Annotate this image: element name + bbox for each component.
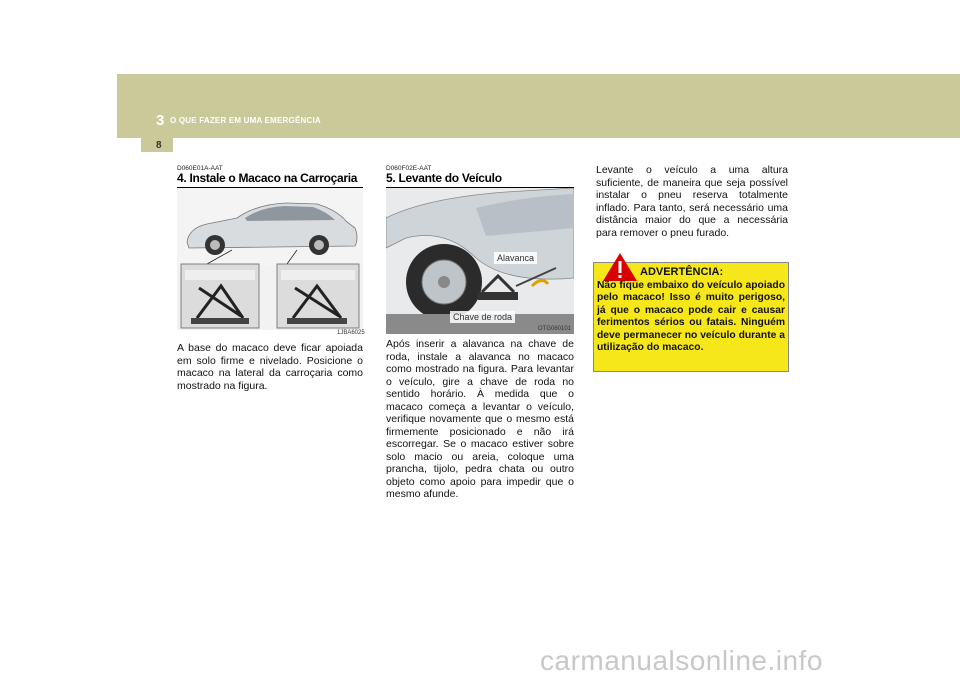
warning-title: ADVERTÊNCIA: (640, 266, 724, 278)
figure-code: 1JBA6025 (337, 330, 365, 336)
lever-callout: Alavanca (494, 252, 537, 264)
figure-code: OTG060101 (538, 326, 572, 332)
section-title: 4. Instale o Macaco na Carroçaria (177, 171, 358, 185)
watermark: carmanualsonline.info (540, 645, 823, 676)
chapter-number: 3 (156, 112, 165, 129)
section-code: D060F02E-AAT (386, 165, 432, 172)
warning-text: Não fique embaixo do veículo apoiado pelo macaco! Isso é muito perigoso, já que o macaco pode cair e causar ferimentos sérios ou fatais. Ninguém deve permanecer no veículo durante a utilização do macaco. (597, 280, 785, 354)
wrench-callout: Chave de roda (450, 311, 515, 323)
section-body: A base do macaco deve ficar apoiada em solo firme e nivelado. Posicione o macaco na lateral da carroçaria como mostrado na figura. (177, 342, 363, 392)
chapter-header-band (117, 74, 960, 138)
section-code: D060E01A-AAT (177, 165, 223, 172)
section-title: 5. Levante do Veículo (386, 171, 502, 185)
section-body: Após inserir a alavanca na chave de roda, instale a alavanca no macaco como mostrado na figura. Para levantar o veículo, gire a chave de roda no sentido horário. À medida que o macaco começa a levantar o veículo, verifique novamente que o mesmo está firmemente posicionado e não irá escorregar. Se o macaco estiver sobre solo macio ou areia, coloque uma prancha, tijolo, pedra chata ou outro objeto como apoio para impedir que o mesmo afunde. (386, 338, 574, 500)
section-body: Levante o veículo a uma altura suficiente, de maneira que seja possível instalar o pneu reserva totalmente inflado. Para tanto, será necessário uma distância maior do que a necessária para remover o pneu furado. (596, 164, 788, 239)
warning-triangle-icon (602, 252, 638, 282)
chapter-title: O QUE FAZER EM UMA EMERGÊNCIA (170, 116, 321, 125)
page-number: 8 (156, 140, 162, 151)
jack-placement-figure (177, 188, 363, 330)
